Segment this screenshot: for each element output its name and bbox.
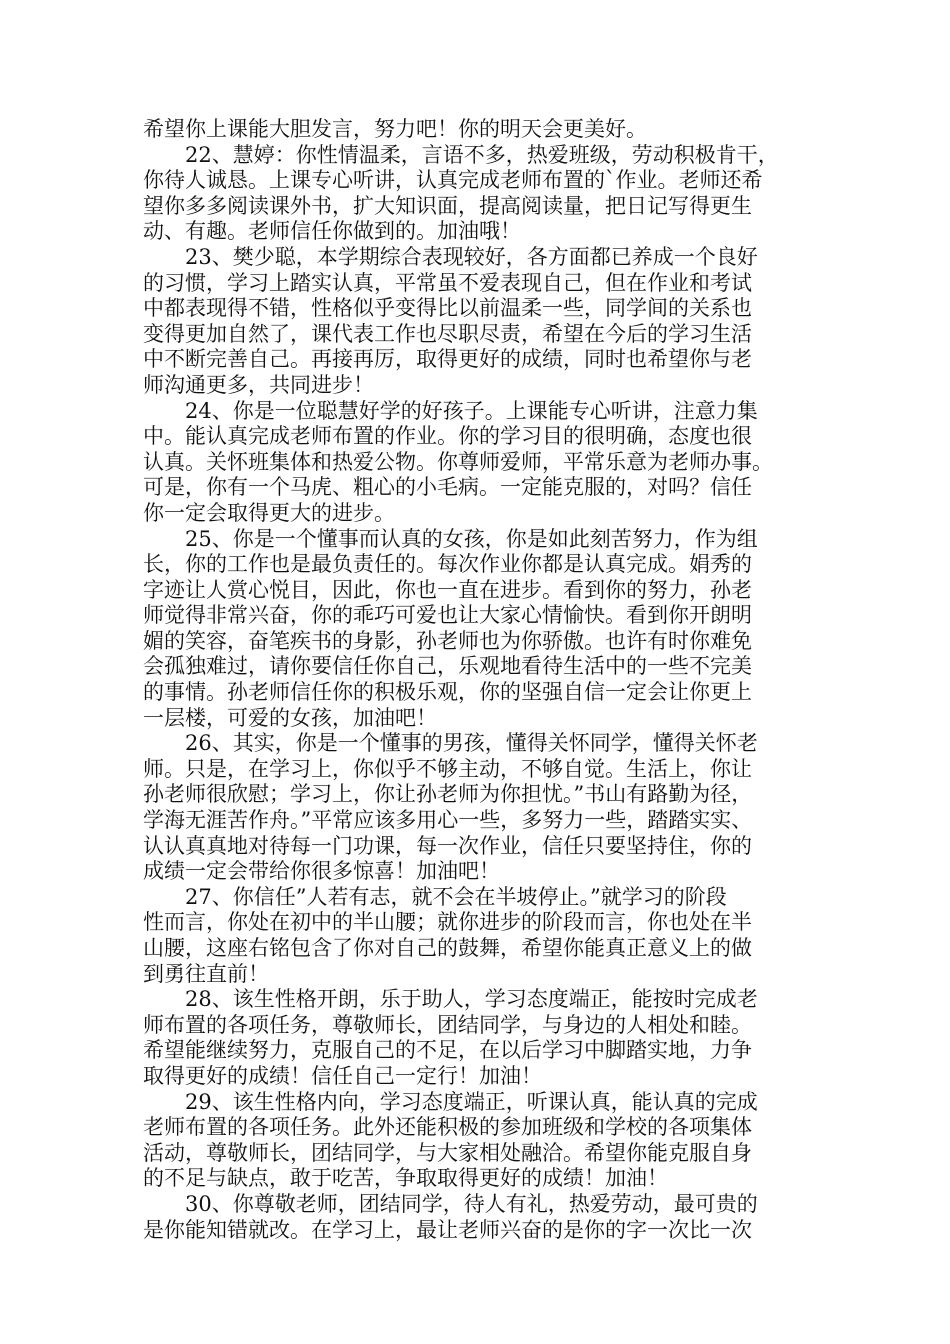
text-line: 长，你的工作也是最负责任的。每次作业你都是认真完成。娟秀的 — [143, 552, 752, 577]
text-line: 性而言，你处在初中的半山腰；就你进步的阶段而言，你也处在半 — [143, 910, 752, 935]
text-line: 28、该生性格开朗，乐于助人，学习态度端正，能按时完成老 — [185, 987, 758, 1012]
text-line: 中都表现得不错，性格似乎变得比以前温柔一些，同学间的关系也 — [143, 296, 752, 321]
text-line: 一层楼，可爱的女孩，加油吧！ — [143, 705, 437, 730]
text-line: 希望能继续努力，克服自己的不足，在以后学习中脚踏实地，力争 — [143, 1038, 752, 1063]
text-line: 字迹让人赏心悦目，因此，你也一直在进步。看到你的努力，孙老 — [143, 577, 752, 602]
text-line: 是你能知错就改。在学习上，最让老师兴奋的是你的字一次比一次 — [143, 1217, 752, 1242]
text-line: 24、你是一位聪慧好学的好孩子。上课能专心听讲，注意力集 — [185, 398, 758, 423]
text-line: 30、你尊敬老师，团结同学，待人有礼，热爱劳动，最可贵的 — [185, 1191, 758, 1216]
text-line: 22、慧婷：你性情温柔，言语不多，热爱班级，劳动积极肯干， — [185, 142, 779, 167]
text-line: 你待人诚恳。上课专心听讲，认真完成老师布置的`作业。老师还希 — [143, 168, 763, 193]
text-line: 媚的笑容，奋笔疾书的身影，孙老师也为你骄傲。也许有时你难免 — [143, 628, 752, 653]
text-line: 望你多多阅读课外书，扩大知识面，提高阅读量，把日记写得更生 — [143, 193, 752, 218]
text-line: 25、你是一个懂事而认真的女孩，你是如此刻苦努力，作为组 — [185, 526, 758, 551]
text-line: 23、樊少聪，本学期综合表现较好，各方面都已养成一个良好 — [185, 244, 758, 269]
text-line: 29、该生性格内向，学习态度端正，听课认真，能认真的完成 — [185, 1089, 758, 1114]
text-line: 中。能认真完成老师布置的作业。你的学习目的很明确，态度也很 — [143, 424, 752, 449]
text-line: 动、有趣。老师信任你做到的。加油哦！ — [143, 219, 521, 244]
text-line: 认认真真地对待每一门功课，每一次作业，信任只要坚持住，你的 — [143, 833, 752, 858]
text-line: 取得更好的成绩！信任自己一定行！加油！ — [143, 1063, 542, 1088]
text-line: 师布置的各项任务，尊敬师长，团结同学，与身边的人相处和睦。 — [143, 1012, 752, 1037]
text-line: 活动，尊敬师长，团结同学，与大家相处融洽。希望你能克服自身 — [143, 1140, 752, 1165]
text-line: 的不足与缺点，敢于吃苦，争取取得更好的成绩！加油！ — [143, 1166, 668, 1191]
document-body — [143, 117, 815, 1243]
text-line: 变得更加自然了，课代表工作也尽职尽责，希望在今后的学习生活 — [143, 321, 752, 346]
text-line: 可是，你有一个马虎、粗心的小毛病。一定能克服的，对吗？信任 — [143, 475, 752, 500]
text-line: 师觉得非常兴奋，你的乖巧可爱也让大家心情愉快。看到你开朗明 — [143, 603, 752, 628]
text-line: 认真。关怀班集体和热爱公物。你尊师爱师，平常乐意为老师办事。 — [143, 449, 773, 474]
text-line: 山腰，这座右铭包含了你对自己的鼓舞，希望你能真正意义上的做 — [143, 936, 752, 960]
text-line: 的事情。孙老师信任你的积极乐观，你的坚强自信一定会让你更上 — [143, 680, 752, 705]
text-line: 师沟通更多，共同进步！ — [143, 372, 374, 397]
text-line: 成绩一定会带给你很多惊喜！加油吧！ — [143, 859, 500, 884]
text-line: 中不断完善自己。再接再厉，取得更好的成绩，同时也希望你与老 — [143, 347, 752, 372]
text-line: 你一定会取得更大的进步。 — [143, 500, 395, 525]
text-line: 到勇往直前！ — [143, 961, 269, 986]
text-line: 师。只是，在学习上，你似乎不够主动，不够自觉。生活上，你让 — [143, 756, 752, 781]
text-line: 会孤独难过，请你要信任你自己，乐观地看待生活中的一些不完美 — [143, 654, 752, 679]
text-line: 老师布置的各项任务。此外还能积极的参加班级和学校的各项集体 — [143, 1115, 752, 1140]
text-line: 的习惯，学习上踏实认真，平常虽不爱表现自己，但在作业和考试 — [143, 270, 752, 295]
text-line: 希望你上课能大胆发言，努力吧！你的明天会更美好。 — [143, 117, 647, 141]
text-line: 27、你信任”人若有志，就不会在半坡停止。”就学习的阶段 — [185, 884, 727, 909]
text-line: 学海无涯苦作舟。”平常应该多用心一些，多努力一些，踏踏实实、 — [143, 808, 753, 833]
text-line: 26、其实，你是一个懂事的男孩，懂得关怀同学，懂得关怀老 — [185, 731, 758, 756]
text-line: 孙老师很欣慰；学习上，你让孙老师为你担忧。”书山有路勤为径， — [143, 782, 753, 807]
